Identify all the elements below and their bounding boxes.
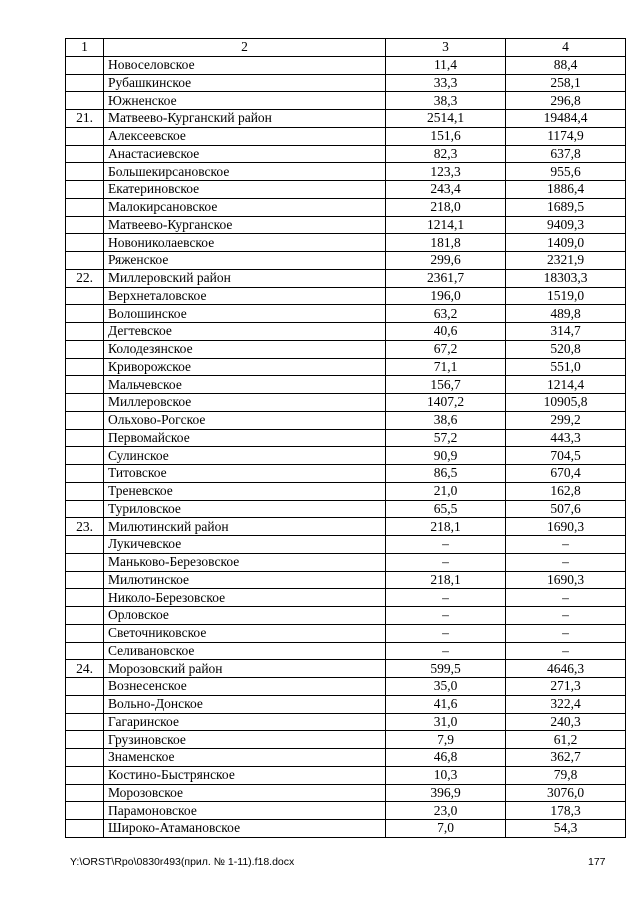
table-row <box>66 553 626 571</box>
row-col4-cell: 507,6 <box>506 500 626 518</box>
row-col4-cell: 10905,8 <box>506 394 626 412</box>
table-row <box>66 305 626 323</box>
row-name-cell: Первомайское <box>104 429 386 447</box>
table-row <box>66 749 626 767</box>
row-name-cell: Светочниковское <box>104 624 386 642</box>
row-col3-cell: 299,6 <box>386 252 506 270</box>
row-col3-cell: 57,2 <box>386 429 506 447</box>
row-name-cell: Широко-Атамановское <box>104 820 386 838</box>
row-name-cell: Екатериновское <box>104 181 386 199</box>
row-col3-cell: 1214,1 <box>386 216 506 234</box>
table-row <box>66 394 626 412</box>
row-col4-cell: 178,3 <box>506 802 626 820</box>
table-row <box>66 820 626 838</box>
row-number-cell <box>66 553 104 571</box>
row-name-cell: Грузиновское <box>104 731 386 749</box>
row-name-cell: Вознесенское <box>104 678 386 696</box>
row-col4-cell: 1690,3 <box>506 518 626 536</box>
row-number-cell <box>66 92 104 110</box>
table-row <box>66 518 626 536</box>
row-name-cell: Костино-Быстрянское <box>104 766 386 784</box>
row-col3-cell: 31,0 <box>386 713 506 731</box>
table-row <box>66 784 626 802</box>
row-col4-cell: 443,3 <box>506 429 626 447</box>
row-col3-cell: 35,0 <box>386 678 506 696</box>
row-name-cell: Треневское <box>104 482 386 500</box>
row-number-cell <box>66 127 104 145</box>
row-col4-cell: – <box>506 553 626 571</box>
table-row <box>66 110 626 128</box>
row-col4-cell: 2321,9 <box>506 252 626 270</box>
row-number-cell <box>66 394 104 412</box>
row-name-cell: Гагаринское <box>104 713 386 731</box>
table-row <box>66 660 626 678</box>
row-name-cell: Мальчевское <box>104 376 386 394</box>
row-name-cell: Матвеево-Курганский район <box>104 110 386 128</box>
row-number-cell <box>66 74 104 92</box>
row-col4-cell: 19484,4 <box>506 110 626 128</box>
table-row <box>66 74 626 92</box>
row-number-cell <box>66 465 104 483</box>
row-number-cell <box>66 820 104 838</box>
row-name-cell: Анастасиевское <box>104 145 386 163</box>
row-name-cell: Милютинский район <box>104 518 386 536</box>
row-col4-cell: 54,3 <box>506 820 626 838</box>
row-col3-cell: – <box>386 589 506 607</box>
row-number-cell <box>66 678 104 696</box>
row-col3-cell: 7,0 <box>386 820 506 838</box>
row-name-cell: Знаменское <box>104 749 386 767</box>
table-row <box>66 127 626 145</box>
row-col3-cell: 243,4 <box>386 181 506 199</box>
row-number-cell <box>66 447 104 465</box>
row-col4-cell: 1409,0 <box>506 234 626 252</box>
row-number-cell <box>66 323 104 341</box>
row-col4-cell: 61,2 <box>506 731 626 749</box>
table-body <box>66 56 626 837</box>
row-name-cell: Парамоновское <box>104 802 386 820</box>
row-number-cell <box>66 589 104 607</box>
table-row <box>66 376 626 394</box>
table-row <box>66 465 626 483</box>
row-col4-cell: – <box>506 607 626 625</box>
row-col4-cell: 4646,3 <box>506 660 626 678</box>
table-row <box>66 252 626 270</box>
row-name-cell: Матвеево-Курганское <box>104 216 386 234</box>
row-name-cell: Орловское <box>104 607 386 625</box>
row-col4-cell: 1174,9 <box>506 127 626 145</box>
row-number-cell <box>66 784 104 802</box>
row-number-cell <box>66 305 104 323</box>
table-row <box>66 607 626 625</box>
table-row <box>66 447 626 465</box>
row-number-cell <box>66 624 104 642</box>
row-col4-cell: – <box>506 536 626 554</box>
row-col3-cell: 40,6 <box>386 323 506 341</box>
row-col3-cell: 23,0 <box>386 802 506 820</box>
row-col4-cell: 9409,3 <box>506 216 626 234</box>
row-col3-cell: 196,0 <box>386 287 506 305</box>
page-number: 177 <box>588 856 606 868</box>
row-col3-cell: 67,2 <box>386 340 506 358</box>
row-col3-cell: 2361,7 <box>386 269 506 287</box>
row-name-cell: Маньково-Березовское <box>104 553 386 571</box>
row-name-cell: Вольно-Донское <box>104 695 386 713</box>
row-number-cell <box>66 198 104 216</box>
column-header-2: 2 <box>104 39 386 57</box>
row-name-cell: Морозовское <box>104 784 386 802</box>
row-number-cell <box>66 571 104 589</box>
row-name-cell: Алексеевское <box>104 127 386 145</box>
table-row <box>66 589 626 607</box>
table-row <box>66 766 626 784</box>
table-row <box>66 802 626 820</box>
row-col4-cell: 955,6 <box>506 163 626 181</box>
row-col4-cell: 637,8 <box>506 145 626 163</box>
row-number-cell <box>66 56 104 74</box>
row-col4-cell: 670,4 <box>506 465 626 483</box>
row-col3-cell: – <box>386 607 506 625</box>
table-row <box>66 323 626 341</box>
row-number-cell <box>66 181 104 199</box>
row-col3-cell: 46,8 <box>386 749 506 767</box>
row-name-cell: Верхнеталовское <box>104 287 386 305</box>
row-number-cell <box>66 607 104 625</box>
row-col3-cell: 10,3 <box>386 766 506 784</box>
row-col3-cell: 599,5 <box>386 660 506 678</box>
row-col4-cell: 1886,4 <box>506 181 626 199</box>
row-name-cell: Новоселовское <box>104 56 386 74</box>
row-col4-cell: – <box>506 624 626 642</box>
row-name-cell: Дегтевское <box>104 323 386 341</box>
row-col3-cell: 21,0 <box>386 482 506 500</box>
table-row <box>66 181 626 199</box>
row-col3-cell: 181,8 <box>386 234 506 252</box>
table-row <box>66 216 626 234</box>
table-row <box>66 198 626 216</box>
table-row <box>66 358 626 376</box>
row-col3-cell: 218,1 <box>386 518 506 536</box>
row-col4-cell: 1690,3 <box>506 571 626 589</box>
row-col3-cell: 38,6 <box>386 411 506 429</box>
table-row <box>66 571 626 589</box>
row-name-cell: Ряженское <box>104 252 386 270</box>
table-row <box>66 536 626 554</box>
row-number-cell <box>66 340 104 358</box>
footer-file-path: Y:\ORST\Rpo\0830r493(прил. № 1-11).f18.docx <box>70 856 295 868</box>
row-name-cell: Криворожское <box>104 358 386 376</box>
row-number-cell: 24. <box>66 660 104 678</box>
row-col3-cell: 156,7 <box>386 376 506 394</box>
row-number-cell <box>66 731 104 749</box>
row-col4-cell: 3076,0 <box>506 784 626 802</box>
row-name-cell: Морозовский район <box>104 660 386 678</box>
row-col3-cell: 63,2 <box>386 305 506 323</box>
row-number-cell <box>66 287 104 305</box>
row-number-cell: 22. <box>66 269 104 287</box>
table-row <box>66 269 626 287</box>
row-col4-cell: 704,5 <box>506 447 626 465</box>
row-number-cell <box>66 766 104 784</box>
row-col4-cell: 551,0 <box>506 358 626 376</box>
row-col3-cell: 218,1 <box>386 571 506 589</box>
row-number-cell <box>66 713 104 731</box>
row-col3-cell: 38,3 <box>386 92 506 110</box>
row-col4-cell: 520,8 <box>506 340 626 358</box>
table-row <box>66 340 626 358</box>
row-number-cell <box>66 429 104 447</box>
row-col4-cell: 18303,3 <box>506 269 626 287</box>
row-col3-cell: – <box>386 642 506 660</box>
table-row <box>66 411 626 429</box>
row-col3-cell: 7,9 <box>386 731 506 749</box>
table-row <box>66 642 626 660</box>
row-col3-cell: 41,6 <box>386 695 506 713</box>
row-col3-cell: 33,3 <box>386 74 506 92</box>
row-number-cell <box>66 163 104 181</box>
row-col3-cell: 11,4 <box>386 56 506 74</box>
row-col4-cell: – <box>506 589 626 607</box>
row-col3-cell: 1407,2 <box>386 394 506 412</box>
column-header-3: 3 <box>386 39 506 57</box>
row-number-cell <box>66 695 104 713</box>
row-col4-cell: 296,8 <box>506 92 626 110</box>
row-col3-cell: 86,5 <box>386 465 506 483</box>
row-number-cell <box>66 749 104 767</box>
table-row <box>66 500 626 518</box>
row-name-cell: Лукичевское <box>104 536 386 554</box>
row-number-cell <box>66 642 104 660</box>
row-name-cell: Милютинское <box>104 571 386 589</box>
row-number-cell: 23. <box>66 518 104 536</box>
row-col4-cell: 1689,5 <box>506 198 626 216</box>
row-col4-cell: 314,7 <box>506 323 626 341</box>
table-row <box>66 429 626 447</box>
row-name-cell: Миллеровский район <box>104 269 386 287</box>
row-col4-cell: 162,8 <box>506 482 626 500</box>
row-col3-cell: 90,9 <box>386 447 506 465</box>
row-col3-cell: 82,3 <box>386 145 506 163</box>
row-name-cell: Колодезянское <box>104 340 386 358</box>
row-col4-cell: 79,8 <box>506 766 626 784</box>
row-name-cell: Новониколаевское <box>104 234 386 252</box>
row-number-cell <box>66 216 104 234</box>
row-col4-cell: 271,3 <box>506 678 626 696</box>
row-col3-cell: 2514,1 <box>386 110 506 128</box>
row-name-cell: Большекирсановское <box>104 163 386 181</box>
table-row <box>66 731 626 749</box>
table-row <box>66 482 626 500</box>
row-col3-cell: 71,1 <box>386 358 506 376</box>
table-row <box>66 678 626 696</box>
row-name-cell: Миллеровское <box>104 394 386 412</box>
row-col3-cell: 151,6 <box>386 127 506 145</box>
row-number-cell <box>66 500 104 518</box>
table-row <box>66 234 626 252</box>
row-name-cell: Николо-Березовское <box>104 589 386 607</box>
table-row <box>66 624 626 642</box>
row-col4-cell: 1214,4 <box>506 376 626 394</box>
row-number-cell <box>66 411 104 429</box>
row-col4-cell: 88,4 <box>506 56 626 74</box>
row-number-cell <box>66 234 104 252</box>
row-col3-cell: 218,0 <box>386 198 506 216</box>
row-number-cell <box>66 802 104 820</box>
row-name-cell: Титовское <box>104 465 386 483</box>
row-name-cell: Малокирсановское <box>104 198 386 216</box>
row-col3-cell: – <box>386 536 506 554</box>
column-header-4: 4 <box>506 39 626 57</box>
row-name-cell: Рубашкинское <box>104 74 386 92</box>
row-col3-cell: – <box>386 553 506 571</box>
row-number-cell: 21. <box>66 110 104 128</box>
row-name-cell: Ольхово-Рогское <box>104 411 386 429</box>
row-number-cell <box>66 145 104 163</box>
data-table <box>65 38 626 838</box>
table-row <box>66 145 626 163</box>
row-name-cell: Сулинское <box>104 447 386 465</box>
row-col4-cell: – <box>506 642 626 660</box>
row-number-cell <box>66 536 104 554</box>
row-col4-cell: 240,3 <box>506 713 626 731</box>
row-col3-cell: 65,5 <box>386 500 506 518</box>
row-number-cell <box>66 482 104 500</box>
table-row <box>66 92 626 110</box>
row-col4-cell: 258,1 <box>506 74 626 92</box>
row-col3-cell: 396,9 <box>386 784 506 802</box>
row-name-cell: Волошинское <box>104 305 386 323</box>
row-col3-cell: – <box>386 624 506 642</box>
row-col4-cell: 322,4 <box>506 695 626 713</box>
row-name-cell: Селивановское <box>104 642 386 660</box>
table-row <box>66 713 626 731</box>
header-row <box>66 39 626 57</box>
row-col3-cell: 123,3 <box>386 163 506 181</box>
row-number-cell <box>66 252 104 270</box>
row-col4-cell: 299,2 <box>506 411 626 429</box>
row-name-cell: Туриловское <box>104 500 386 518</box>
table-row <box>66 695 626 713</box>
table-row <box>66 56 626 74</box>
row-number-cell <box>66 358 104 376</box>
row-col4-cell: 1519,0 <box>506 287 626 305</box>
row-number-cell <box>66 376 104 394</box>
row-name-cell: Южненское <box>104 92 386 110</box>
row-col4-cell: 489,8 <box>506 305 626 323</box>
table-row <box>66 287 626 305</box>
column-header-1: 1 <box>66 39 104 57</box>
table-row <box>66 163 626 181</box>
row-col4-cell: 362,7 <box>506 749 626 767</box>
